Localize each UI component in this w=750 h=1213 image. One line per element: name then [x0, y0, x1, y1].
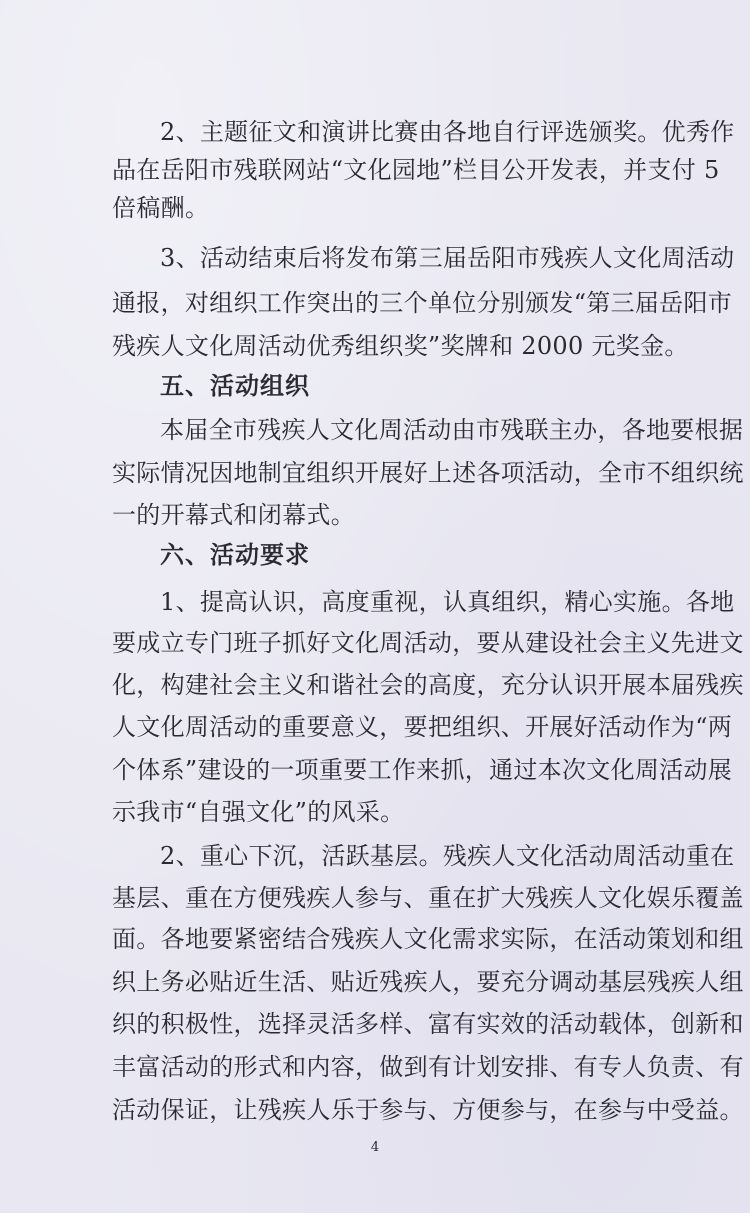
paragraph-line: 人文化周活动的重要意义，要把组织、开展好活动作为“两: [112, 713, 733, 741]
paragraph-line: 基层、重在方便残疾人参与、重在扩大残疾人文化娱乐覆盖: [112, 884, 744, 912]
paragraph-line: 一的开幕式和闭幕式。: [112, 501, 355, 529]
paragraph-line: 品在岳阳市残联网站“文化园地”栏目公开发表，并支付 5: [112, 156, 720, 184]
paragraph-line: 化，构建社会主义和谐社会的高度，充分认识开展本届残疾: [112, 671, 744, 699]
paragraph-line: 丰富活动的形式和内容，做到有计划安排、有专人负责、有: [112, 1053, 744, 1081]
paragraph-line: 残疾人文化周活动优秀组织奖”奖牌和 2000 元奖金。: [112, 332, 689, 360]
paragraph-line: 实际情况因地制宜组织开展好上述各项活动，全市不组织统: [112, 459, 744, 487]
paragraph-line: 活动保证，让残疾人乐于参与、方便参与，在参与中受益。: [112, 1096, 744, 1124]
paragraph-line: 织上务必贴近生活、贴近残疾人，要充分调动基层残疾人组: [112, 968, 744, 996]
paragraph-line: 2、主题征文和演讲比赛由各地自行评选颁奖。优秀作: [160, 118, 735, 146]
paragraph-line: 要成立专门班子抓好文化周活动，要从建设社会主义先进文: [112, 629, 744, 657]
section-heading: 五、活动组织: [160, 372, 310, 400]
paragraph-line: 倍稿酬。: [112, 194, 210, 222]
paragraph-line: 个体系”建设的一项重要工作来抓，通过本次文化周活动展: [112, 756, 733, 784]
paragraph-line: 面。各地要紧密结合残疾人文化需求实际，在活动策划和组: [112, 925, 744, 953]
paragraph-line: 通报，对组织工作突出的三个单位分别颁发“第三届岳阳市: [112, 289, 733, 317]
paragraph-line: 示我市“自强文化”的风采。: [112, 798, 405, 826]
paragraph-line: 3、活动结束后将发布第三届岳阳市残疾人文化周活动: [160, 244, 735, 272]
paragraph-line: 本届全市残疾人文化周活动由市残联主办，各地要根据: [160, 416, 744, 444]
paragraph-line: 2、重心下沉，活跃基层。残疾人文化活动周活动重在: [160, 842, 735, 870]
paragraph-line: 1、提高认识，高度重视，认真组织，精心实施。各地: [160, 588, 735, 616]
paragraph-line: 织的积极性，选择灵活多样、富有实效的活动载体，创新和: [112, 1010, 744, 1038]
page-number: 4: [370, 1140, 380, 1155]
section-heading: 六、活动要求: [160, 541, 310, 569]
